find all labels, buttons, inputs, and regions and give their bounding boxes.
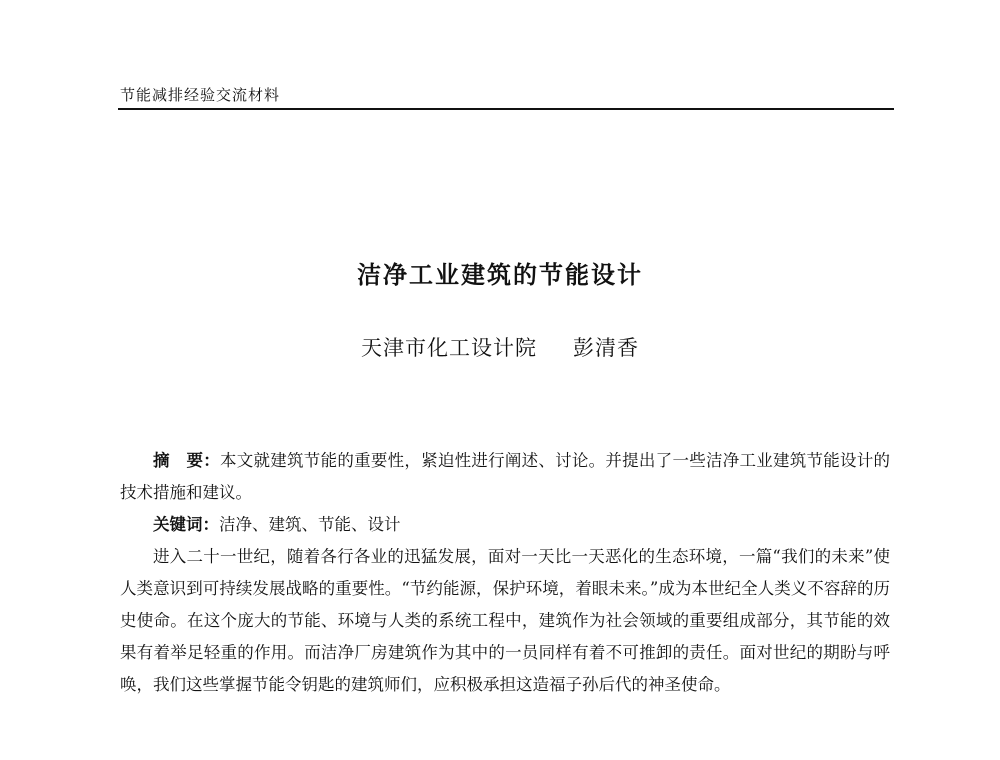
keywords-paragraph	[120, 509, 890, 541]
running-header: 节能减排经验交流材料	[120, 86, 281, 104]
keywords-label: 关键词：	[153, 515, 219, 534]
keywords-text: 洁净、建筑、节能、设计	[219, 515, 401, 534]
abstract-label: 摘 要：	[153, 451, 221, 470]
header-rule	[118, 108, 894, 110]
abstract-text: 本文就建筑节能的重要性，紧迫性进行阐述、讨论。并提出了一些洁净工业建筑节能设计的技术措施和建议。	[120, 451, 891, 502]
abstract-paragraph	[120, 445, 890, 509]
institution: 天津市化工设计院	[361, 336, 537, 360]
author-name: 彭清香	[573, 336, 639, 360]
article-body	[120, 445, 890, 701]
article-title: 洁净工业建筑的节能设计	[357, 260, 643, 289]
byline	[0, 332, 1000, 362]
intro-paragraph: 进入二十一世纪，随着各行各业的迅猛发展，面对一天比一天恶化的生态环境，一篇“我们的未来”使人类意识到可持续发展战略的重要性。“节约能源，保护环境，着眼未来。”成为本世纪全人类义不容辞的历史使命。在这个庞大的节能、环境与人类的系统工程中，建筑作为社会领域的重要组成部分，其节能的效果有着举足轻重的作用。而洁净厂房建筑作为其中的一员同样有着不可推卸的责任。面对世纪的期盼与呼唤，我们这些掌握节能令钥匙的建筑师们，应积极承担这造福子孙后代的神圣使命。	[120, 547, 890, 694]
